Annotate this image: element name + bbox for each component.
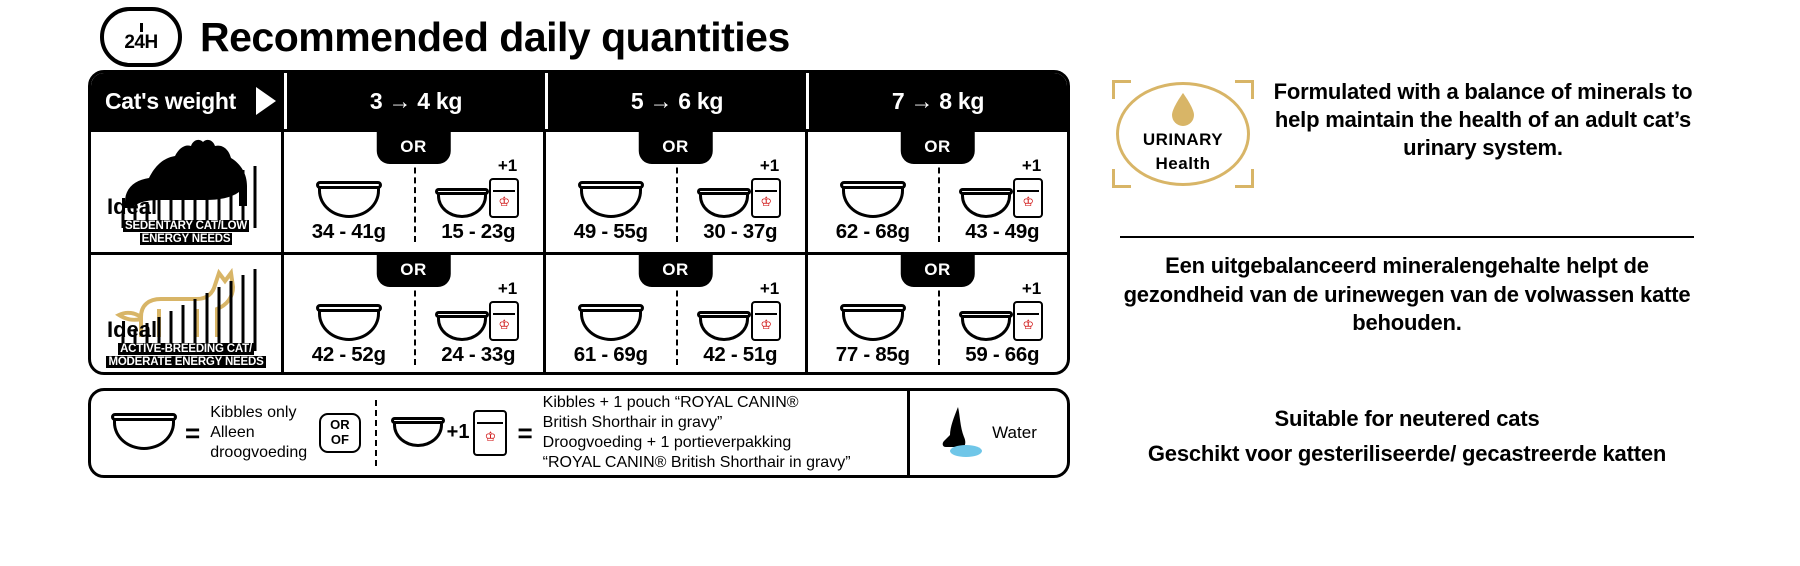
plus-one-label: +1 — [1021, 279, 1042, 298]
row-label-sub — [119, 220, 253, 246]
or-pill: OR — [376, 255, 451, 287]
equals-sign: = — [185, 417, 201, 448]
badge-tick-icon — [140, 23, 143, 32]
or-pill: OR — [900, 132, 975, 164]
legend-divider — [375, 400, 377, 466]
bowl-wrap — [318, 297, 380, 341]
pouch-icon — [1013, 178, 1043, 218]
amount-kibble: 42 - 52g — [311, 343, 386, 366]
amount-mixed: 24 - 33g — [441, 343, 516, 366]
bowl-icon — [699, 314, 749, 341]
cell-group-7-8 — [808, 132, 1067, 252]
amount-mixed: 59 - 66g — [965, 343, 1040, 366]
legend-kibbles-nl-2: droogvoeding — [210, 444, 308, 461]
plus-one-label: +1 — [1021, 156, 1042, 175]
bowl-wrap — [318, 174, 380, 218]
combo-wrap — [437, 156, 519, 218]
combo-wrap — [961, 279, 1043, 341]
amount-kibble: 34 - 41g — [311, 220, 386, 243]
row-label-sub-rest: ENERGY NEEDS — [141, 232, 231, 245]
amount-kibble: 49 - 55g — [573, 220, 648, 243]
water-label: Water — [992, 423, 1037, 442]
amount-mixed: 30 - 37g — [703, 220, 778, 243]
legend-mixed-text — [543, 393, 851, 473]
bowl-icon — [580, 184, 642, 218]
cell-group-5-6 — [546, 132, 808, 252]
crown-glyph: ♔ — [484, 428, 497, 444]
amount-mixed: 43 - 49g — [965, 220, 1040, 243]
header-cat-weight-label: Cat's weight — [105, 87, 236, 114]
row-label-sub-rest: MODERATE ENERGY NEEDS — [108, 355, 264, 368]
or-pill: OR — [376, 132, 451, 164]
row-label-main: Ideal — [107, 193, 158, 219]
bowl-icon — [580, 307, 642, 341]
bowl-icon — [842, 184, 904, 218]
row-label-main: Ideal — [107, 316, 158, 342]
bowl-wrap — [842, 297, 904, 341]
horizontal-divider — [1120, 236, 1694, 238]
crown-glyph: ♔ — [498, 316, 511, 332]
plus-one-label: +1 — [497, 156, 518, 175]
pouch-icon — [751, 301, 781, 341]
bowl-icon — [318, 307, 380, 341]
water-drop-icon — [1170, 92, 1196, 126]
cell-group-7-8 — [808, 255, 1067, 375]
plus-one-label: +1 — [446, 420, 470, 443]
row-label-sub — [102, 343, 269, 369]
bowl-icon — [393, 420, 443, 447]
suitable-english: Suitable for neutered cats — [1274, 406, 1540, 431]
bowl-icon — [842, 307, 904, 341]
legend-kibbles-only — [91, 403, 307, 463]
crown-glyph: ♔ — [1022, 316, 1035, 332]
legend-mixed-nl-2: “ROYAL CANIN® British Shorthair in gravy” — [542, 454, 851, 471]
legend-kibbles-text — [210, 403, 307, 463]
badge-label: 24H — [124, 31, 158, 53]
title-row — [100, 6, 790, 68]
cell-group-3-4 — [284, 255, 546, 375]
legend-mixed-nl-1: Droogvoeding + 1 portieverpakking — [542, 434, 792, 451]
plus-one-label: +1 — [759, 279, 780, 298]
header-weight-7-8: 7 → 8 kg — [806, 73, 1067, 129]
bowl-icon — [318, 184, 380, 218]
crown-glyph: ♔ — [760, 316, 773, 332]
bowl-icon — [437, 314, 487, 341]
urinary-health-badge — [1116, 82, 1250, 186]
bowl-icon — [699, 191, 749, 218]
row-label-sub-highlight: SEDENTARY CAT/LOW — [124, 219, 248, 232]
cell-group-5-6 — [546, 255, 808, 375]
row-label-sub-highlight: ACTIVE-BREEDING CAT/ — [120, 342, 252, 355]
row-label-active — [91, 255, 284, 375]
of-label: OF — [330, 432, 349, 447]
legend-mixed-en-2: British Shorthair in gravy” — [542, 414, 723, 431]
urinary-health-panel — [1100, 0, 1800, 566]
equals-sign: = — [517, 417, 533, 448]
bowl-icon — [113, 416, 175, 450]
crown-glyph: ♔ — [1022, 193, 1035, 209]
amount-kibble: 62 - 68g — [835, 220, 910, 243]
badge-corner-tr — [1235, 80, 1254, 99]
legend-kibbles-nl-1: Alleen — [210, 424, 255, 441]
amount-kibble: 61 - 69g — [573, 343, 648, 366]
legend-mixed-en-1: Kibbles + 1 pouch “ROYAL CANIN® — [542, 394, 799, 411]
combo-wrap — [699, 156, 781, 218]
or-of-box — [319, 413, 361, 453]
arrow-right-icon — [256, 87, 276, 115]
header-cat-weight — [91, 73, 284, 129]
table-row — [91, 252, 1067, 375]
plus-one-label: +1 — [497, 279, 518, 298]
bowl-wrap — [842, 174, 904, 218]
paragraph-dutch: Een uitgebalanceerd mineralengehalte helpt de gezondheid van de urinewegen van de volwassen katte behouden. — [1123, 253, 1691, 336]
header-weight-3-4: 3 → 4 kg — [284, 73, 545, 129]
badge-line-urinary: URINARY — [1142, 130, 1224, 149]
amount-kibble: 77 - 85g — [835, 343, 910, 366]
crown-glyph: ♔ — [760, 193, 773, 209]
plus-one-label: +1 — [759, 156, 780, 175]
or-pill: OR — [638, 255, 713, 287]
bowl-icon — [961, 314, 1011, 341]
amount-mixed: 15 - 23g — [441, 220, 516, 243]
or-pill: OR — [900, 255, 975, 287]
bowl-wrap — [580, 297, 642, 341]
legend-water — [907, 391, 1067, 475]
table-row — [91, 129, 1067, 252]
row-label-sedentary — [91, 132, 284, 252]
crown-glyph: ♔ — [498, 193, 511, 209]
feeding-table — [88, 70, 1070, 375]
water-bowl-icon — [940, 407, 984, 459]
bowl-icon — [437, 191, 487, 218]
24h-badge — [100, 7, 182, 67]
combo-wrap — [699, 279, 781, 341]
pouch-icon — [1013, 301, 1043, 341]
badge-line-health: Health — [1155, 154, 1211, 173]
page-title: Recommended daily quantities — [200, 13, 790, 60]
bowl-icon — [961, 191, 1011, 218]
suitable-dutch: Geschikt voor gesteriliseerde/ gecastreerde katten — [1147, 441, 1667, 466]
pouch-icon — [489, 301, 519, 341]
amount-mixed: 42 - 51g — [703, 343, 778, 366]
cell-group-3-4 — [284, 132, 546, 252]
legend-box — [88, 388, 1070, 478]
or-label: OR — [330, 417, 350, 433]
combo-wrap — [437, 279, 519, 341]
bowl-wrap — [580, 174, 642, 218]
pouch-icon — [751, 178, 781, 218]
header-weight-5-6: 5 → 6 kg — [545, 73, 806, 129]
combo-wrap — [961, 156, 1043, 218]
badge-corner-tl — [1112, 80, 1131, 99]
legend-kibbles-en: Kibbles only — [210, 404, 297, 421]
pouch-icon — [489, 178, 519, 218]
or-pill: OR — [638, 132, 713, 164]
table-header-row — [91, 73, 1067, 129]
pouch-icon — [473, 410, 507, 456]
legend-mixed-feeding — [393, 393, 851, 473]
paragraph-english: Formulated with a balance of minerals to help maintain the health of an adult cat’s urinary system. — [1273, 79, 1693, 161]
